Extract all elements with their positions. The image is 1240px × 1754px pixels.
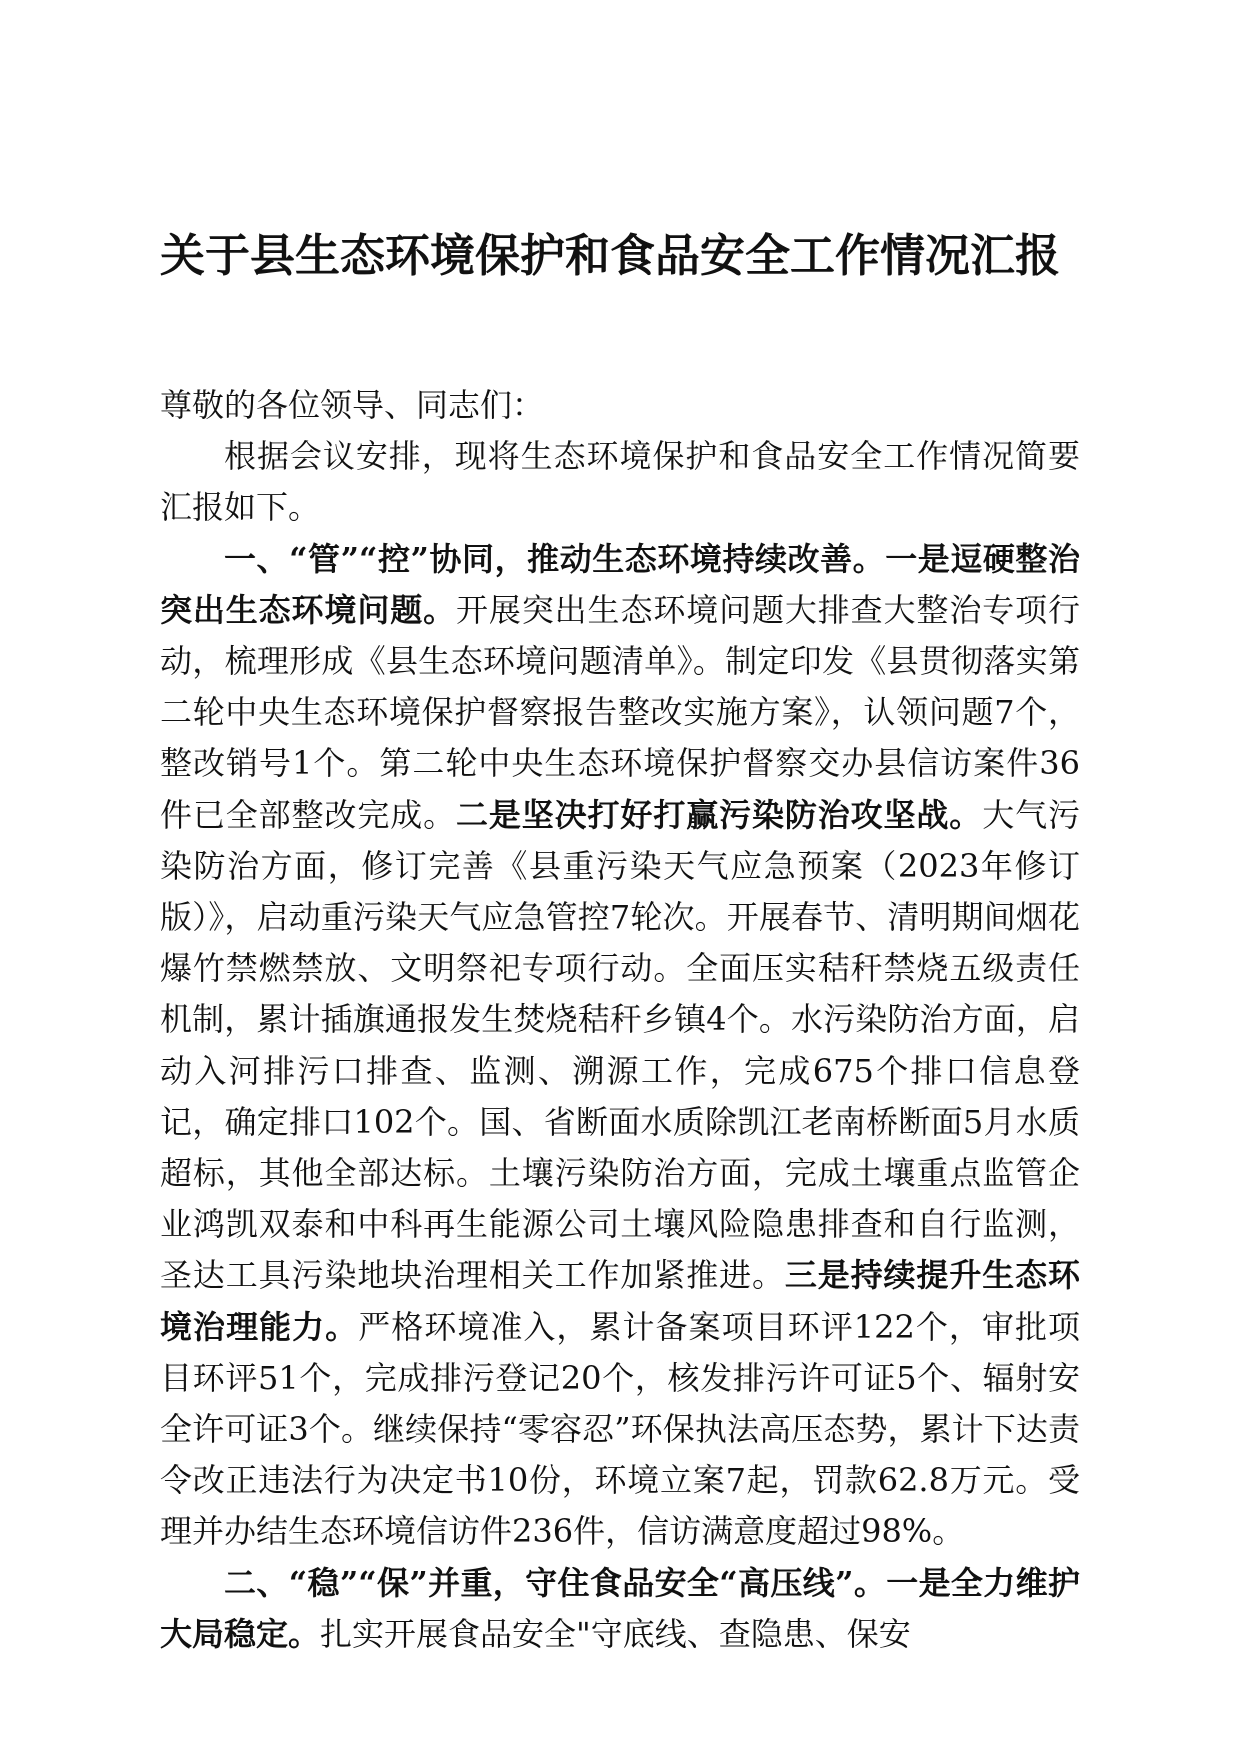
salutation: 尊敬的各位领导、同志们： <box>160 386 545 424</box>
document-body <box>160 380 1080 1660</box>
section-1-heading: 一、“管”“控”协同，推动生态环境持续改善。 <box>224 539 886 578</box>
section-1-point-3-title: 三是持续提升生态环境治理能力。 <box>160 1256 1080 1346</box>
section-2-heading: 二、“稳”“保”并重，守住食品安全“高压线”。 <box>224 1563 887 1602</box>
section-1-point-2-text: 大气污染防治方面，修订完善《县重污染天气应急预案（2023年修订版）》，启动重污染天气应急管控7轮次。开展春节、清明期间烟花爆竹禁燃禁放、文明祭祀专项行动。全面压实秸秆禁烧五级责任机制，累计插旗通报发生焚烧秸秆乡镇4个。水污染防治方面，启动入河排污口排查、监测、溯源工作，完成675个排口信息登记，确定排口102个。国、省断面水质除凯江老南桥断面5月水质超标，其他全部达标。土壤污染防治方面，完成土壤重点监管企业鸿凯双泰和中科再生能源公司土壤风险隐患排查和自行监测，圣达工具污染地块治理相关工作加紧推进。 <box>160 795 1080 1295</box>
section-2-paragraph <box>160 1558 1080 1660</box>
intro-paragraph: 根据会议安排，现将生态环境保护和食品安全工作情况简要汇报如下。 <box>160 437 1080 527</box>
section-2-point-1-title: 一是全力维护大局稳定。 <box>160 1563 1080 1653</box>
section-1-point-3-text: 严格环境准入，累计备案项目环评122个，审批项目环评51个，完成排污登记20个，核发排污许可证5个、辐射安全许可证3个。继续保持“零容忍”环保执法高压态势，累计下达责令改正违法行为决定书10份，环境立案7起，罚款62.8万元。受理并办结生态环境信访件236件，信访满意度超过98%。 <box>160 1307 1080 1551</box>
section-1-paragraph <box>160 534 1080 1558</box>
document-title: 关于县生态环境保护和食品安全工作情况汇报 <box>160 229 1061 282</box>
section-1-point-1-title: 一是逗硬整治突出生态环境问题。 <box>160 539 1080 629</box>
section-2-point-1-text: 扎实开展食品安全"守底线、查隐患、保安 <box>320 1614 911 1653</box>
section-1-point-1-text: 开展突出生态环境问题大排查大整治专项行动，梳理形成《县生态环境问题清单》。制定印发《县贯彻落实第二轮中央生态环境保护督察报告整改实施方案》，认领问题7个，整改销号1个。第二轮中央生态环境保护督察交办县信访案件36件已全部整改完成。 <box>160 590 1080 834</box>
section-1-point-2-title: 二是坚决打好打赢污染防治攻坚战。 <box>456 795 983 834</box>
document-page <box>160 0 1080 1754</box>
